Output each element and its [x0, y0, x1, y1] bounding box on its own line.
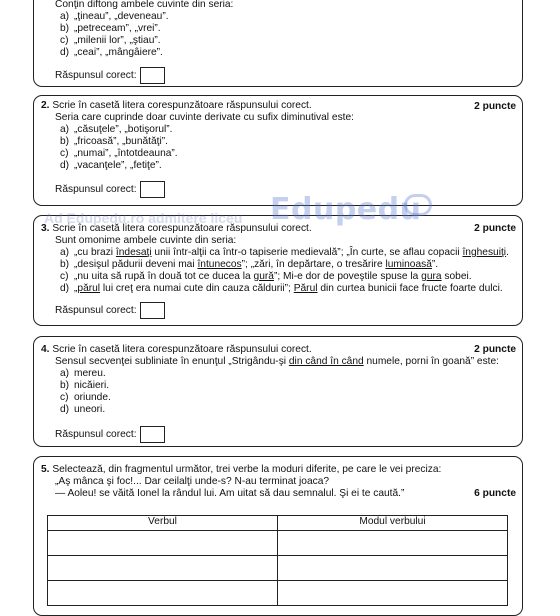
q1-option-d: [60, 47, 163, 59]
option-letter: c): [60, 35, 69, 46]
option-letter: a): [60, 124, 70, 135]
option-letter: d): [60, 404, 70, 415]
q2-answer-box[interactable]: [140, 181, 165, 198]
option-text: „ceai”, „mângâiere”.: [74, 47, 163, 58]
q4-points: 2 puncte: [474, 344, 516, 355]
q5-header: [41, 464, 441, 476]
option-text: „căsuţele”, „botişorul”.: [74, 124, 173, 135]
watermark-subtext: Ad Edupedu.ro admitere liceu: [44, 210, 243, 226]
q4-header: [41, 344, 312, 356]
question-instruction: Scrie în casetă litera corespunzătoare răspunsului corect.: [52, 100, 312, 111]
watermark-edupedu: Edupedu: [270, 192, 422, 227]
option-text: „petreceam”, „vrei”.: [74, 23, 161, 34]
underlined-word: părul: [77, 283, 101, 294]
option-text: .: [506, 247, 509, 258]
q3-points: 2 puncte: [474, 223, 516, 234]
verb-cell[interactable]: [48, 556, 278, 581]
answer-label: Răspunsul corect:: [55, 70, 137, 82]
option-letter: b): [60, 380, 70, 391]
q3-option-d: [60, 283, 503, 295]
option-text: „ţineau”, „deveneau”.: [74, 11, 169, 22]
option-text: „vacanţele”, „fetiţe”.: [74, 160, 162, 171]
question-3-box: [33, 215, 523, 326]
option-letter: b): [60, 23, 70, 34]
verb-cell[interactable]: [48, 531, 278, 556]
q1-answer-box[interactable]: [140, 67, 165, 84]
question-1-box: [33, 0, 523, 87]
question-number: 2.: [41, 100, 50, 111]
q5-fragment-line-1: „Aş mânca şi foc!... Dar ceilalţi unde-s? N-au terminat joaca?: [55, 476, 330, 487]
column-header-mode: Modul verbului: [278, 516, 508, 531]
question-instruction: Selectează, din fragmentul următor, trei verbe la moduri diferite, pe care le vei preciza:: [52, 464, 442, 475]
answer-label: Răspunsul corect:: [55, 184, 137, 196]
question-5-box: [33, 456, 523, 616]
answer-label: Răspunsul corect:: [55, 429, 137, 441]
question-1-intro: Conţin diftong ambele cuvinte din seria:: [55, 0, 234, 10]
q5-points: 6 puncte: [474, 488, 516, 499]
q1-option-c: [60, 35, 161, 47]
option-text: „milenii lor”, „ştiau”.: [74, 35, 161, 46]
option-letter: b): [60, 136, 70, 147]
option-text: unii într-alţii ca într-o tapiserie medievală”; „În curte, se aflau copacii: [151, 247, 463, 258]
underlined-word: îndesaţi: [115, 247, 152, 258]
option-text: oriunde.: [74, 392, 111, 403]
option-text: ”; „zări, în depărtare, o tresărire: [241, 259, 386, 270]
question-instruction: Scrie în casetă litera corespunzătoare răspunsului corect.: [52, 344, 312, 355]
intro-text: Sensul secvenţei subliniate în enunţul „Strigându-şi: [55, 356, 289, 367]
option-text: nicăieri.: [74, 380, 110, 391]
q4-option-d: [60, 404, 105, 416]
option-text: „: [74, 283, 78, 294]
question-number: 5.: [41, 464, 50, 475]
option-text: „nu uita să rupă în două tot ce ducea la: [74, 271, 254, 282]
table-row: [48, 531, 508, 556]
q4-option-b: [60, 380, 109, 392]
q4-option-a: [60, 368, 106, 380]
option-text: sobei.: [441, 271, 472, 282]
q4-option-c: [60, 392, 111, 404]
q2-option-c: [60, 148, 178, 160]
underlined-word: înghesuiţi: [462, 247, 507, 258]
q4-answer-row: [55, 426, 165, 443]
option-text: mereu.: [74, 368, 106, 379]
q3-answer-row: [55, 302, 165, 319]
q1-option-a: [60, 11, 169, 23]
question-4-box: [33, 336, 523, 447]
column-header-verb: Verbul: [48, 516, 278, 531]
option-text: „desişul pădurii deveni mai: [74, 259, 198, 270]
verb-cell[interactable]: [48, 581, 278, 606]
option-text: „numai”, „întotdeauna”.: [74, 148, 178, 159]
q2-header: [41, 100, 312, 112]
option-text: lui creţ era numai cute din cauza căldurii”;: [100, 283, 294, 294]
q2-option-a: [60, 124, 173, 136]
option-letter: c): [60, 148, 69, 159]
q4-answer-box[interactable]: [140, 426, 165, 443]
option-letter: d): [60, 160, 70, 171]
mode-cell[interactable]: [278, 556, 508, 581]
option-letter: c): [60, 271, 69, 282]
verb-mode-table: [47, 515, 508, 606]
q3-option-a: [60, 247, 509, 259]
option-text: uneori.: [74, 404, 106, 415]
option-letter: d): [60, 47, 70, 58]
q2-answer-row: [55, 181, 165, 198]
q3-answer-box[interactable]: [140, 302, 165, 319]
underlined-word: luminoasă: [385, 259, 432, 270]
option-letter: b): [60, 259, 70, 270]
q3-option-b: [60, 259, 438, 271]
option-letter: a): [60, 368, 70, 379]
q2-intro: Seria care cuprinde doar cuvinte derivate cu sufix diminutival este:: [55, 112, 354, 123]
option-letter: c): [60, 392, 69, 403]
q3-intro: Sunt omonime ambele cuvinte din seria:: [55, 235, 237, 246]
underlined-word: gura: [421, 271, 442, 282]
table-header-row: [48, 516, 508, 531]
mode-cell[interactable]: [278, 531, 508, 556]
q4-intro: [55, 356, 499, 368]
underlined-phrase: din când în când: [288, 356, 364, 367]
q3-header: [41, 223, 312, 235]
q1-option-b: [60, 23, 161, 35]
watermark-logo-icon: [404, 194, 432, 216]
q2-points: 2 puncte: [474, 101, 516, 112]
option-text: ”; Mi-e dor de poveştile spuse la: [273, 271, 422, 282]
q1-answer-row: [55, 67, 165, 84]
option-text: „fricoasă”, „bunătăţi”.: [74, 136, 168, 147]
q2-option-b: [60, 136, 168, 148]
option-text: din curtea bunicii face fructe foarte dulci.: [317, 283, 503, 294]
q3-option-c: [60, 271, 472, 283]
table-row: [48, 581, 508, 606]
underlined-word: Părul: [293, 283, 318, 294]
option-letter: a): [60, 247, 70, 258]
question-instruction: Scrie în casetă litera corespunzătoare răspunsului corect.: [52, 223, 312, 234]
mode-cell[interactable]: [278, 581, 508, 606]
question-number: 4.: [41, 344, 50, 355]
q5-fragment-line-2: — Aoleu! se văită Ionel la rândul lui. Am uitat să dau semnalul. Şi ei te caută.”: [55, 488, 405, 499]
option-text: „cu brazi: [74, 247, 116, 258]
underlined-word: întunecos: [197, 259, 242, 270]
option-letter: a): [60, 11, 70, 22]
option-letter: d): [60, 283, 70, 294]
question-number: 3.: [41, 223, 50, 234]
q2-option-d: [60, 160, 162, 172]
question-2-box: [33, 95, 523, 206]
underlined-word: gură: [253, 271, 274, 282]
answer-label: Răspunsul corect:: [55, 305, 137, 317]
option-text: ”.: [431, 259, 439, 270]
intro-text: numele, porni în goană” este:: [363, 356, 500, 367]
table-row: [48, 556, 508, 581]
